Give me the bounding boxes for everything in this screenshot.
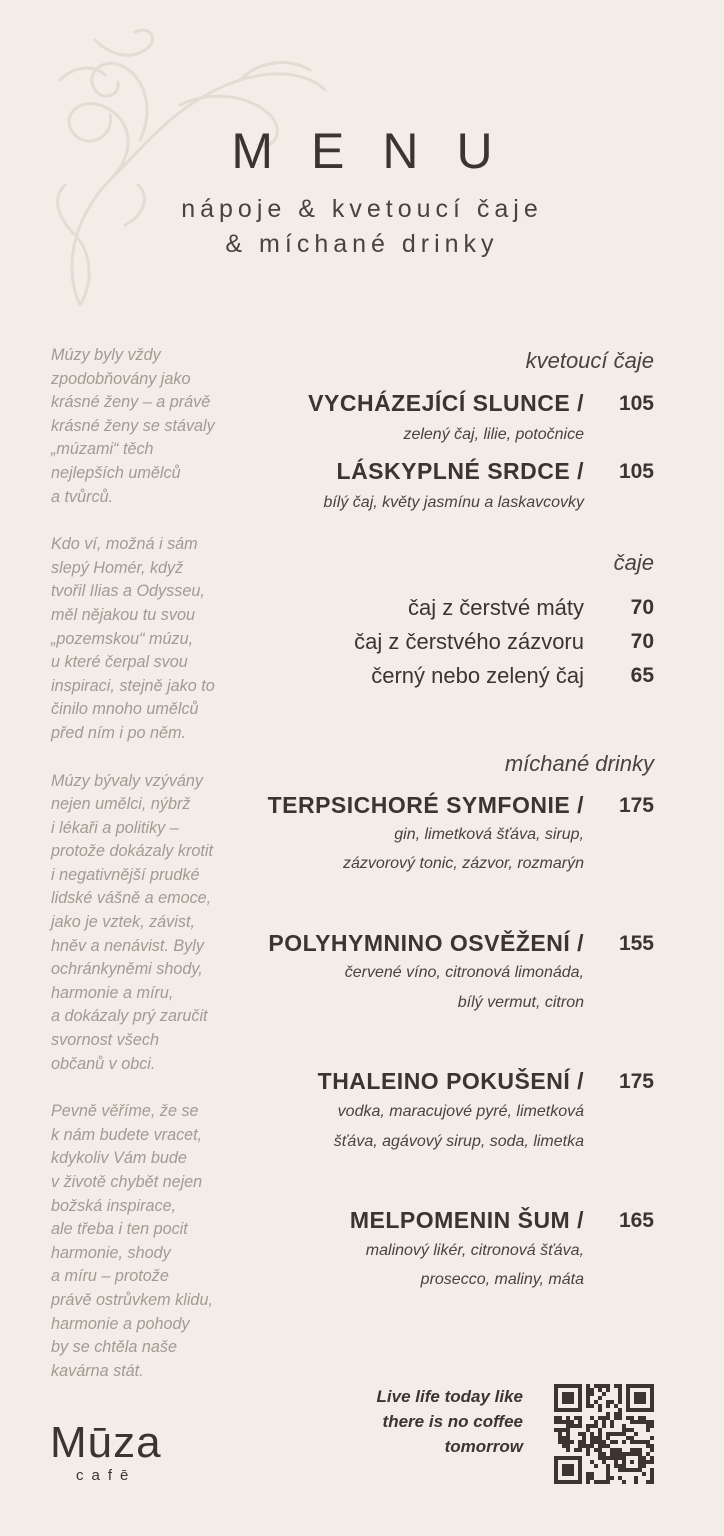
subtitle-line-1: nápoje & kvetoucí čaje xyxy=(181,195,543,223)
tea-item-price: 70 xyxy=(630,596,654,619)
menu-item-name: LÁSKYPLNÉ SRDCE / xyxy=(336,458,584,484)
menu-item-name: MELPOMENIN ŠUM / xyxy=(349,1207,584,1233)
menu-item-description: zázvorový tonic, zázvor, rozmarýn xyxy=(343,855,584,872)
menu-item-description: vodka, maracujové pyré, limetková xyxy=(337,1103,584,1120)
tea-item-price: 65 xyxy=(630,664,654,687)
tea-item-name: čaj z čerstvého zázvoru xyxy=(354,629,584,654)
menu-title: MENU xyxy=(231,123,531,179)
story-paragraph-4: Pevně věříme, že se k nám budete vracet, kdykoliv Vám bude v životě chybět nejen božská inspirace, ale třeba i ten pocit harmonie, shody a míru – protože právě ostrůvkem klidu, harmonie a pohody by se chtěla naše kavárna stát. xyxy=(51,1102,213,1380)
menu-item-price: 105 xyxy=(618,392,654,415)
tea-item-price: 70 xyxy=(630,630,654,653)
tea-item-name: černý nebo zelený čaj xyxy=(371,663,584,688)
menu-item-description: zelený čaj, lilie, potočnice xyxy=(403,426,584,443)
menu-item-name: VYCHÁZEJÍCÍ SLUNCE / xyxy=(308,390,584,416)
story-column xyxy=(51,344,231,1407)
qr-code-icon[interactable] xyxy=(554,1384,654,1484)
menu-item-description: bílý vermut, citron xyxy=(457,994,584,1011)
menu-item-name: THALEINO POKUŠENÍ / xyxy=(317,1068,584,1094)
menu-item-description: prosecco, maliny, máta xyxy=(420,1271,584,1288)
section-title-teas: čaje xyxy=(613,550,654,575)
menu-item-price: 105 xyxy=(618,460,654,483)
menu-item-description: gin, limetková šťáva, sirup, xyxy=(394,826,584,843)
logo-subtitle: cafē xyxy=(76,1467,137,1484)
menu-item-description: šťáva, agávový sirup, soda, limetka xyxy=(333,1133,584,1150)
muza-cafe-logo xyxy=(50,1418,180,1484)
menu-item-description: bílý čaj, květy jasmínu a laskavcovky xyxy=(323,494,584,511)
subtitle-line-2: & míchané drinky xyxy=(225,230,499,258)
section-title-blooming-teas: kvetoucí čaje xyxy=(525,348,654,373)
menu-item-price: 175 xyxy=(618,1070,654,1093)
slogan: Live life today like there is no coffee tomorrow xyxy=(376,1387,523,1456)
logo-wordmark: Mūza xyxy=(50,1418,162,1467)
menu-item-price: 155 xyxy=(618,932,654,955)
menu-item-description: červené víno, citronová limonáda, xyxy=(344,964,584,981)
story-paragraph-2: Kdo ví, možná i sám slepý Homér, když tvořil Ilias a Odysseu, měl nějakou tu svou „pozemskou“ múzu, u které čerpal svou inspiraci, stejně jako to činilo mnoho umělců před ním i po něm. xyxy=(51,535,215,742)
menu-item-price: 175 xyxy=(618,794,654,817)
menu-item-description: malinový likér, citronová šťáva, xyxy=(365,1242,584,1259)
menu-item-name: POLYHYMNINO OSVĚŽENÍ / xyxy=(268,930,584,956)
tea-item-name: čaj z čerstvé máty xyxy=(407,595,584,620)
story-paragraph-3: Múzy bývaly vzývány nejen umělci, nýbrž i lékaři a politiky – protože dokázaly krotit i negativnější prudké lidské vášně a emoce, jako je vztek, závist, hněv a nenávist. Byly ochránkyněmi shody, harmonie a míru, a dokázaly prý zaručit svornost všech občanů v obci. xyxy=(51,771,213,1073)
menu-item-name: TERPSICHORÉ SYMFONIE / xyxy=(267,792,584,818)
story-paragraph-1: Múzy byly vždy zpodobňovány jako krásné ženy – a právě krásné ženy se stávaly „múzami“ těch nejlepších umělců a tvůrců. xyxy=(51,346,215,506)
menu-item-price: 165 xyxy=(618,1209,654,1232)
section-title-mixed-drinks: míchané drinky xyxy=(504,751,654,776)
